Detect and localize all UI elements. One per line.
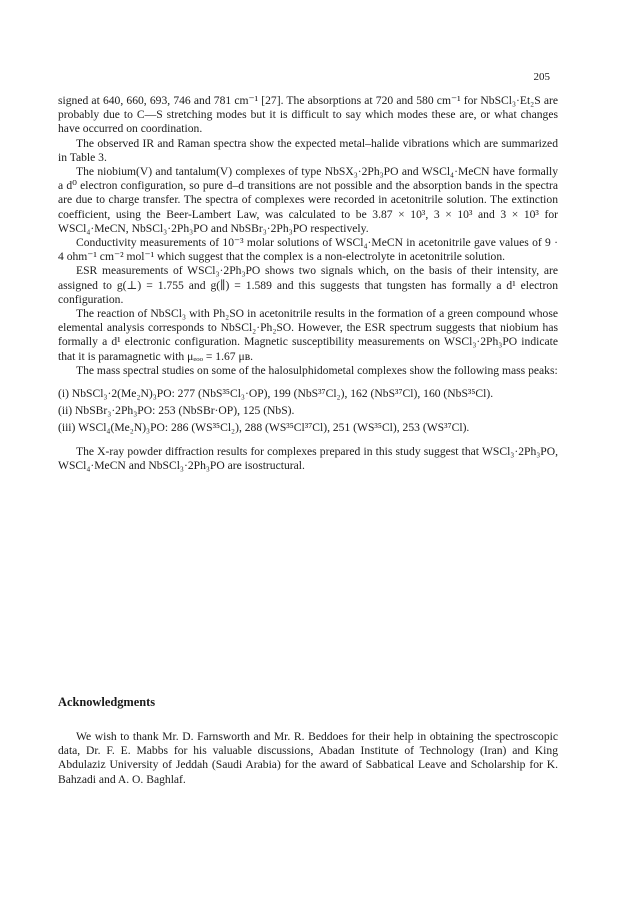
paragraph-esr: ESR measurements of WSCl₃·2Ph₃PO shows two signals which, on the basis of their intensity, are assigned to g(⊥) = 1.755 and g(∥) = 1.589 and this suggests that tungsten has formally a d¹ electron configuration. <box>58 264 558 306</box>
mass-peak-item: (i) NbSCl₃·2(Me₂N)₃PO: 277 (NbS³⁵Cl₃·OP), 199 (NbS³⁷Cl₂), 162 (NbS³⁷Cl), 160 (NbS³⁵Cl). <box>58 387 494 401</box>
paragraph-electronic-spectra: The niobium(V) and tantalum(V) complexes of type NbSX₃·2Ph₃PO and WSCl₄·MeCN have formally a d⁰ electron configuration, so pure d–d transitions are not possible and the absorption bands in the spectra are due to charge transfer. The spectra of complexes were recorded in acetonitrile solution. The extinction coefficient, using the Beer-Lambert Law, was calculated to be 3.87 × 10³, 3 × 10³ and 3 × 10³ for WSCl₄·MeCN, NbSCl₃·2Ph₃PO and NbSBr₃·2Ph₃PO respectively. <box>58 165 558 235</box>
paragraph-mass-spectra-intro: The mass spectral studies on some of the halosulphidometal complexes show the following mass peaks: <box>76 363 558 377</box>
paragraph-reaction: The reaction of NbSCl₃ with Ph₂SO in acetonitrile results in the formation of a green compound whose elemental analysis corresponds to NbSCl₂·Ph₂SO. However, the ESR spectrum suggests that niobium has formally a d¹ electronic configuration. Magnetic susceptibility measurements on WSCl₃·2Ph₃PO indicate that it is paramagnetic with μₑₒₒ = 1.67 μʙ. <box>58 307 558 363</box>
acknowledgments-section <box>58 730 558 787</box>
acknowledgments-text: We wish to thank Mr. D. Farnsworth and Mr. R. Beddoes for their help in obtaining the spectroscopic data, Dr. F. E. Mabbs for his valuable discussions, Abadan Institute of Technology (Iran) and King Abdulaziz University of Jeddah (Saudi Arabia) for the award of Sabbatical Leave and Scholarship for K. Bahzadi and A. O. Baghlaf. <box>58 730 558 786</box>
paragraph-xray: The X-ray powder diffraction results for complexes prepared in this study suggest that WSCl₃·2Ph₃PO, WSCl₄·MeCN and NbSCl₃·2Ph₃PO are isostructural. <box>58 444 558 472</box>
page-number: 205 <box>533 71 550 83</box>
acknowledgments-heading: Acknowledgments <box>58 695 156 709</box>
paragraph-ir-absorptions: signed at 640, 660, 693, 746 and 781 cm⁻¹ [27]. The absorptions at 720 and 580 cm⁻¹ for NbSCl₃·Et₂S are probably due to C—S stretching modes but it is difficult to say which modes these are, or what changes have occurred on coordination. <box>58 94 558 136</box>
paragraph-raman: The observed IR and Raman spectra show the expected metal–halide vibrations which are summarized in Table 3. <box>58 136 558 164</box>
mass-peak-item: (ii) NbSBr₃·2Ph₃PO: 253 (NbSBr·OP), 125 (NbS). <box>58 404 295 418</box>
mass-peak-item: (iii) WSCl₄(Me₂N)₃PO: 286 (WS³⁵Cl₂), 288 (WS³⁵Cl³⁷Cl), 251 (WS³⁵Cl), 253 (WS³⁷Cl). <box>58 421 470 435</box>
body-text <box>58 94 558 473</box>
paragraph-conductivity: Conductivity measurements of 10⁻³ molar solutions of WSCl₄·MeCN in acetonitrile gave values of 9 · 4 ohm⁻¹ cm⁻² mol⁻¹ which suggest that the complex is a non-electrolyte in acetonitrile solution. <box>58 236 558 264</box>
